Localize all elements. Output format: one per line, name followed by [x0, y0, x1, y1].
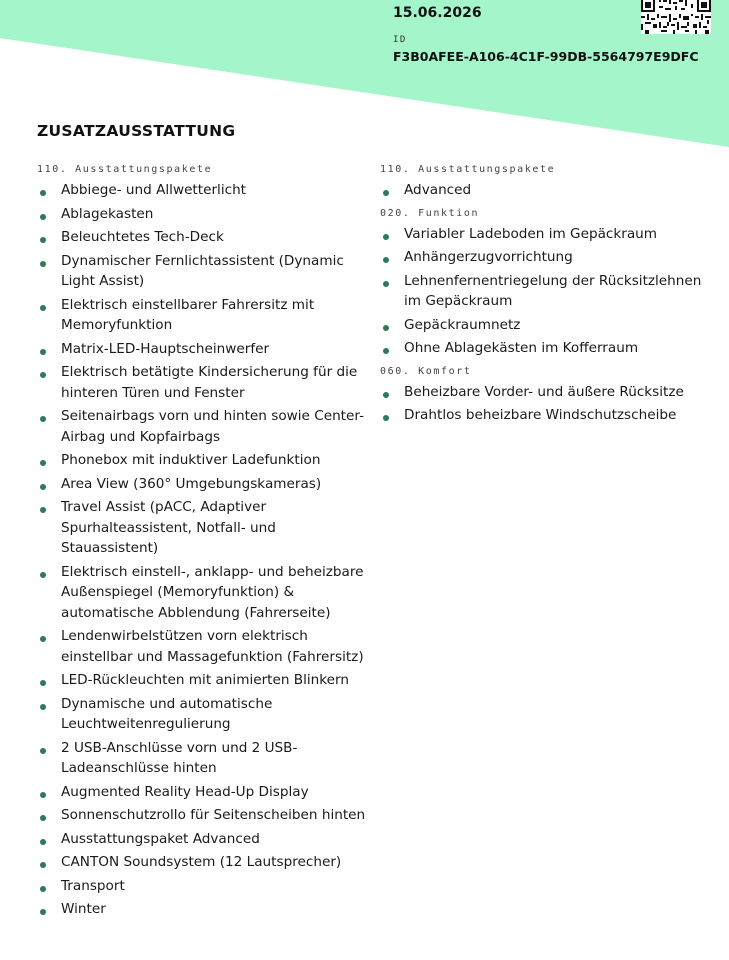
list-item — [37, 406, 367, 447]
bullet-icon — [40, 416, 46, 422]
bullet-icon — [40, 261, 46, 267]
left-column — [37, 161, 367, 920]
list-item — [37, 876, 367, 897]
list-item-text: Augmented Reality Head-Up Display — [61, 783, 309, 800]
bullet-icon — [40, 815, 46, 821]
list-item — [37, 670, 367, 691]
bullet-icon — [40, 214, 46, 220]
list-item — [37, 362, 367, 403]
bullet-icon — [40, 507, 46, 513]
document-id: F3B0AFEE-A106-4C1F-99DB-5564797E9DFC — [393, 49, 699, 64]
list-item-text: Beheizbare Vorder- und äußere Rücksitze — [404, 383, 684, 400]
bullet-icon — [40, 704, 46, 710]
list-item — [37, 295, 367, 336]
list-item — [37, 204, 367, 225]
list-item-text: Ausstattungspaket Advanced — [61, 830, 260, 847]
bullet-icon — [40, 349, 46, 355]
list-item-text: Ohne Ablagekästen im Kofferraum — [404, 340, 639, 356]
list-item — [37, 339, 367, 360]
list-item — [37, 852, 367, 873]
group-label: 110. Ausstattungspakete — [37, 164, 213, 175]
bullet-icon — [40, 305, 46, 311]
bullet-icon — [383, 190, 389, 196]
list-item-text: 2 USB-Anschlüsse vorn und 2 USB-Ladeanschlüsse hinten — [61, 739, 298, 776]
bullet-icon — [383, 234, 389, 240]
list-item-text: Transport — [61, 877, 125, 894]
section-title: ZUSATZAUSSTATTUNG — [37, 122, 236, 140]
bullet-icon — [40, 372, 46, 378]
list-item — [37, 738, 367, 779]
list-item — [380, 247, 710, 268]
list-item-text: Dynamische und automatische Leuchtweitenregulierung — [61, 695, 273, 732]
list-item-text: Elektrisch einstell-, anklapp- und beheizbare Außenspiegel (Memoryfunktion) & automatische Abblendung (Fahrerseite) — [61, 563, 364, 621]
list-item — [37, 899, 367, 920]
bullet-icon — [40, 886, 46, 892]
list-item — [37, 562, 367, 624]
bullet-icon — [40, 484, 46, 490]
bullet-icon — [40, 680, 46, 686]
group-label: 060. Komfort — [380, 365, 472, 377]
list-item-text: Winter — [61, 901, 106, 917]
list-item-text: Phonebox mit induktiver Ladefunktion — [61, 452, 321, 468]
bullet-icon — [383, 392, 389, 398]
qr-code-icon — [641, 0, 711, 34]
list-item-text: Variabler Ladeboden im Gepäckraum — [404, 225, 658, 242]
bullet-icon — [40, 237, 46, 243]
list-item — [380, 405, 710, 426]
bullet-icon — [383, 325, 389, 331]
list-item-text: Ablagekasten — [61, 205, 154, 222]
bullet-icon — [383, 415, 389, 421]
list-item — [380, 315, 710, 336]
right-column — [380, 161, 710, 426]
list-item — [37, 497, 367, 559]
list-item — [380, 338, 710, 359]
list-item-text: Beleuchtetes Tech-Deck — [61, 229, 224, 245]
bullet-icon — [383, 348, 389, 354]
list-item — [37, 805, 367, 826]
equipment-group — [380, 207, 710, 359]
list-item-text: Lehnenfernentriegelung der Rücksitzlehnen im Gepäckraum — [404, 272, 702, 309]
list-item — [37, 626, 367, 667]
list-item — [37, 782, 367, 803]
list-item — [37, 694, 367, 735]
list-item — [37, 474, 367, 495]
list-item — [37, 450, 367, 471]
bullet-icon — [40, 792, 46, 798]
list-item-text: Gepäckraumnetz — [404, 316, 521, 333]
list-item — [380, 224, 710, 245]
bullet-icon — [40, 909, 46, 915]
list-item — [37, 227, 367, 248]
group-label: 020. Funktion — [380, 207, 480, 219]
list-item-text: Elektrisch einstellbarer Fahrersitz mit Memoryfunktion — [61, 296, 315, 333]
bullet-icon — [383, 281, 389, 287]
list-item — [380, 271, 710, 312]
id-label: ID — [393, 35, 407, 45]
list-item — [37, 180, 367, 201]
bullet-icon — [40, 190, 46, 196]
group-label: 110. Ausstattungspakete — [380, 164, 556, 175]
document-date: 15.06.2026 — [393, 5, 482, 21]
list-item-text: Anhängerzugvorrichtung — [404, 249, 573, 265]
list-item-text: Abbiege- und Allwetterlicht — [61, 182, 247, 198]
list-item-text: Dynamischer Fernlichtassistent (Dynamic Light Assist) — [61, 252, 344, 289]
list-item-text: Advanced — [404, 182, 472, 198]
list-item-text: LED-Rückleuchten mit animierten Blinkern — [61, 672, 350, 688]
list-item — [380, 180, 710, 201]
list-item — [37, 829, 367, 850]
bullet-icon — [40, 572, 46, 578]
equipment-group — [380, 163, 710, 201]
list-item-text: CANTON Soundsystem (12 Lautsprecher) — [61, 854, 342, 870]
list-item — [37, 251, 367, 292]
list-item-text: Seitenairbags vorn und hinten sowie Center-Airbag und Kopfairbags — [61, 408, 364, 445]
bullet-icon — [40, 748, 46, 754]
list-item-text: Matrix-LED-Hauptscheinwerfer — [61, 340, 270, 357]
list-item — [380, 382, 710, 403]
list-item-text: Travel Assist (pACC, Adaptiver Spurhalteassistent, Notfall- und Stauassistent) — [61, 499, 276, 556]
bullet-icon — [40, 839, 46, 845]
list-item-text: Area View (360° Umgebungskameras) — [61, 475, 322, 492]
list-item-text: Lendenwirbelstützen vorn elektrisch einstellbar und Massagefunktion (Fahrersitz) — [61, 628, 364, 665]
equipment-group — [380, 365, 710, 426]
list-item-text: Sonnenschutzrollo für Seitenscheiben hinten — [61, 807, 366, 823]
bullet-icon — [40, 862, 46, 868]
list-item-text: Elektrisch betätigte Kindersicherung für die hinteren Türen und Fenster — [61, 364, 358, 401]
equipment-group — [37, 163, 367, 920]
bullet-icon — [383, 257, 389, 263]
bullet-icon — [40, 460, 46, 466]
bullet-icon — [40, 636, 46, 642]
list-item-text: Drahtlos beheizbare Windschutzscheibe — [404, 407, 677, 423]
